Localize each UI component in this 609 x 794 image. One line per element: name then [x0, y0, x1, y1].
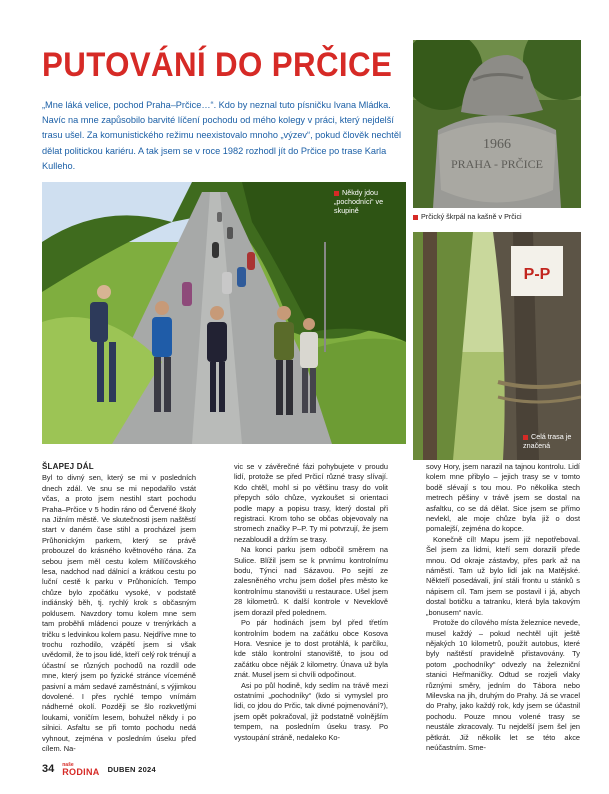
magazine-logo [62, 762, 99, 776]
paragraph: Byl to divný sen, který se mi v posledních dnech zdál. Ve snu se mi nepodařilo vstát včas, a proto jsem nestihl start pochodu Praha–Prčice v 5 hodin ráno od Červené školy na Jižním městě. Ve skutečnosti jsem naštěstí start v daném čase stihl a procházel jsem Průhonickým parkem, který se právě probouzel do krásného květnového rána. Za sebou jsem měl cestu kolem Milíčovského lesa, nadchod nad dálnicí a krátkou cestu po luční cestě k parku v Průhonicích. Tempo chůze bylo zpočátku vysoké, v podstatě indiánský běh, tj. rychlý krok s občasným poklusem. Navzdory tomu kolem mne sem tam proběhli mládenci pouze v trenýrkách a tričku s ledvinkou kolem pasu. Nejdříve mne to trochu rozhodilo, vzápětí jsem si však uvědomil, že to jsou lidé, kteří celý rok trénují a účastní se různých pochodů na rozdíl ode mne, který jsem po fyzické stránce víceméně pasivní a mám sedavé zaměstnání, s výjimkou dovolené. I přes rychlé tempo vnímám nádherné okolí. Později se šlo rozkvetlými loukami, voničím lesem, bohužel někdy i po silnici. Asfaltu se při tomto pochodu nedá vyhnout, zejména v posledním úseku před cílem. Na- [42, 473, 196, 753]
paragraph: Protože do cílového místa železnice nevede, musel každý – pokud nechtěl ujít ještě nějakých 10 kilometrů, použít autobus, které byly naštěstí pravidelně přistavovány. Ty potom „pochodníky“ odvezly na železniční stanici Heřmaničky. Odtud se rozjeli vlaky různými směry, jedním do Tábora nebo Milevska na jih, druhým do Prahy. Já se vracel do Prahy, jako každý rok, kdy jsem se účastnil pochodu. Pouze mnou volené trasy se neustále zkracovaly. Tu nejdelší jsem šel jen pětkrát. Již několik let se této akce neúčastním. Sme- [426, 618, 580, 752]
stone-caption-text: Prčický škrpál na kašně v Prčici [421, 212, 522, 221]
caption-marker-icon [413, 215, 418, 220]
subheading: ŠLAPEJ DÁL [42, 462, 94, 471]
page-footer [42, 762, 156, 776]
stone-photo [413, 40, 581, 208]
paragraph: Na konci parku jsem odbočil směrem na Sulice. Blížil jsem se k prvnímu kontrolnímu bodu, Týnci nad Sázavou. Po sejití ze zalesněného vrchu jsem došel přes město ke kontrolnímu stanovišti u restaurace. Ušel jsem 28 kilometrů. K další kontrole v Neveklově jsem dorazil před polednem. [234, 545, 388, 617]
issue-date: DUBEN 2024 [107, 764, 156, 774]
hikers-caption-text: Někdy jdou „pochodníci“ ve skupině [334, 188, 384, 215]
page-number: 34 [42, 763, 55, 775]
article-title: PUTOVÁNÍ DO PRČICE [42, 46, 393, 84]
hikers-photo [42, 182, 406, 444]
logo-big-text: RODINA [62, 767, 100, 777]
body-column-1 [42, 462, 196, 754]
caption-marker-icon [334, 191, 339, 196]
paragraph: Po pár hodinách jsem byl před třetím kontrolním bodem na začátku obce Kosova Hora. Vesnice je to dost protáhlá, k parčíku, kde stálo kontrolní stanoviště, to jsou od začátku obce něják 2 kilometry. Únava už byla znát. Musel jsem si chvíli odpočinout. [234, 618, 388, 680]
logo-small-text: naše [62, 762, 74, 768]
tree-caption [523, 432, 579, 450]
paragraph: sovy Hory, jsem narazil na tajnou kontrolu. Lidí kolem mne přibylo – jejich trasy se v tomto bodě slévají s tou mou. Po několika stech metrech pěšiny v trávě jsem se dostal na asfaltku, co se dá dělat. Sice jsem se přímo nevlekl, ale moje chůze byla již o dost pomalejší, zejména do kopce. [426, 462, 580, 534]
article-intro: „Mne láká velice, pochod Praha–Prčice…“. Kdo by neznal tuto písničku Ivana Mládka. Navíc na mne zapůsobilo barvité líčení pochodu od mého kolegy v práci, který nejdelší trasu ušel. Za komunistického režimu neexistovalo mnoho „výzev“, pokud člověk nechtěl dělat politickou kariéru. A tak jsem se v roce 1982 rozhodl jít do Prčice po trase Karla Kulleho. [42, 100, 401, 171]
hikers-caption [334, 188, 402, 215]
caption-marker-icon [523, 435, 528, 440]
stone-caption [413, 212, 581, 221]
tree-caption-text: Celá trasa je značená [523, 432, 572, 450]
stone-year-text: 1966 [483, 137, 511, 152]
tree-photo [413, 232, 581, 460]
body-column-2 [234, 462, 388, 743]
body-column-3 [426, 462, 580, 753]
trail-sign-text: P-P [523, 266, 551, 283]
paragraph: vic se v závěrečné fázi pohybujete v proudu lidí, protože se před Prčicí různé trasy slívají. Kdo chtěl, mohl si po většinu trasy do volit přepych sólo chůze, vyzkoušet si orientaci podle mapy a popisu trasy, který dostal při registraci. Krom toho se občas objevovaly na stromech značky P–P. Ty mi potvrzují, že jsem nezabloudil a držím se trasy. [234, 462, 388, 544]
stone-label-text: PRAHA - PRČICE [450, 157, 544, 171]
paragraph: Konečně cíl! Mapu jsem již nepotřeboval. Šel jsem za lidmi, kteří sem dorazili přede mnou. Od okraje zástavby, přes park až na náměstí. Tam už bylo lidí jak na Matějské. Někteří posedávali, jiní stáli frontu u stánků s nápisem cíl. Tam jsem se postavil i já, abych dostal botičku a tatranku, která byla takovým „bonusem“ navíc. [426, 534, 580, 617]
paragraph: Asi po půl hodině, kdy sedím na trávě mezi ostatními „pochodníky“ (kdo si vymyslel pro lidi, co jdou do Prčic, tak divné pojmenování?), jsem opět pokračoval, již podstatně volnějším tempem, na posledním úseku trasy. Po vystoupání stráně, nedaleko Ko- [234, 680, 388, 742]
